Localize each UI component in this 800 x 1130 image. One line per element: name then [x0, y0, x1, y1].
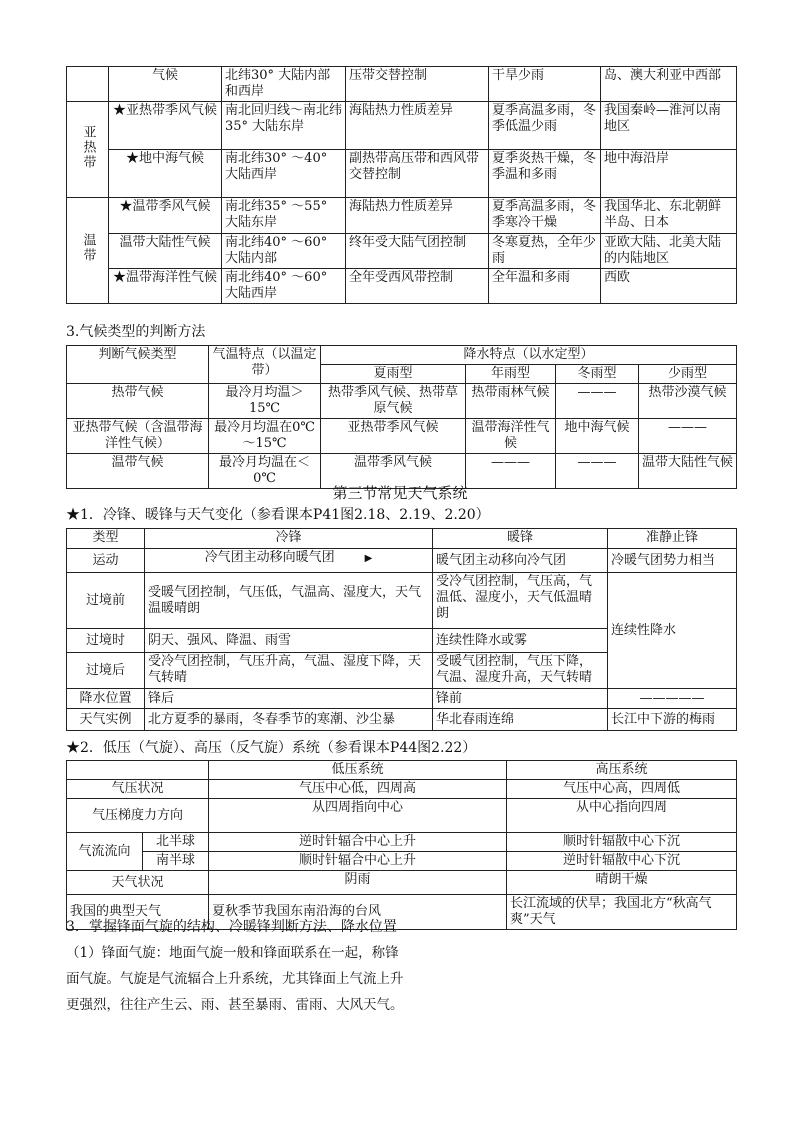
- front-cold: 北方夏季的暴雨，冬春季节的寒潮、沙尘暴: [145, 709, 433, 731]
- climate-location: 南北纬40° ～60° 大陆内部: [222, 234, 346, 269]
- climate-row: [67, 150, 737, 198]
- climate-name: ★亚热带季风气候: [109, 102, 222, 150]
- climate-region: 西欧: [601, 269, 737, 304]
- method-temp: 最冷月均温在0℃～15℃: [209, 419, 321, 454]
- header-warm: 暖锋: [433, 529, 608, 549]
- method-year: 温带海洋性气候: [466, 419, 556, 454]
- header-blank: [67, 761, 209, 780]
- header-summer: 夏雨型: [321, 365, 466, 384]
- front-stationary: 冷暖气团势力相当: [608, 549, 737, 573]
- method-row: [67, 384, 737, 419]
- pressure-title: ★2．低压（气旋）、高压（反气旋）系统（参看课本P44图2.22）: [66, 740, 477, 756]
- weather-label: 天气状况: [67, 871, 209, 895]
- header-precip: 降水特点（以水定型）: [321, 346, 737, 365]
- zone-label-temperate: 温带: [67, 198, 109, 304]
- climate-location: 南北纬30° ～40° 大陆西岸: [222, 150, 346, 198]
- pressure-row: [67, 852, 737, 871]
- north-high: 顺时针辐散中心下沉: [507, 833, 737, 852]
- climate-feature: 冬寒夏热，全年少雨: [489, 234, 601, 269]
- status-low: 气压中心低，四周高: [209, 780, 507, 799]
- section3-paragraph: （1）锋面气旋：地面气旋一般和锋面联系在一起，称锋面气旋。气旋是气流辐合上升系统，尤其锋面上气流上升更强烈，往往产生云、雨、甚至暴雨、雷雨、大风天气。: [66, 945, 404, 1013]
- method-row: [67, 419, 737, 454]
- front-label: 运动: [67, 549, 145, 573]
- method-temp: 最冷月均温＞15℃: [209, 384, 321, 419]
- pressure-table: [66, 760, 737, 930]
- header-winter: 冬雨型: [556, 365, 639, 384]
- climate-name: 温带大陆性气候: [109, 234, 222, 269]
- front-row: [67, 709, 737, 731]
- north-label: 北半球: [143, 833, 209, 852]
- header-cold: 冷锋: [145, 529, 433, 549]
- south-high: 逆时针辐散中心下沉: [507, 852, 737, 871]
- pressure-row: [67, 780, 737, 799]
- front-label: 过境前: [67, 573, 145, 629]
- climate-feature: 全年温和多雨: [489, 269, 601, 304]
- climate-feature: 夏季高温多雨，冬季寒冷干燥: [489, 198, 601, 234]
- front-cold: 冷气团主动移向暖气团 ▶: [145, 549, 433, 573]
- method-table: [66, 345, 737, 489]
- climate-region: 亚欧大陆、北美大陆的内陆地区: [601, 234, 737, 269]
- climate-name: 气候: [109, 67, 222, 102]
- climate-location: 南北纬40° ～60° 大陆西岸: [222, 269, 346, 304]
- climate-location: 北纬30° 大陆内部和西岸: [222, 67, 346, 102]
- climate-name: ★温带海洋性气候: [109, 269, 222, 304]
- method-little: 温带大陆性气候: [639, 454, 737, 489]
- climate-cause: 海陆热力性质差异: [346, 198, 489, 234]
- front-cold: 阴天、强风、降温、雨雪: [145, 629, 433, 653]
- method-summer: 热带季风气候、热带草原气候: [321, 384, 466, 419]
- front-cold: 受暖气团控制，气压低，气温高、湿度大，天气温暖晴朗: [145, 573, 433, 629]
- front-label: 天气实例: [67, 709, 145, 731]
- fronts-table: [66, 528, 737, 731]
- climate-feature: 干旱少雨: [489, 67, 601, 102]
- climate-region: 我国秦岭—淮河以南地区: [601, 102, 737, 150]
- front-cold: 锋后: [145, 689, 433, 709]
- pressure-row: [67, 799, 737, 833]
- section3-title: 3．掌握锋面气旋的结构、冷暖锋判断方法、降水位置: [66, 919, 397, 935]
- front-stationary: —————: [608, 689, 737, 709]
- front-warm: 锋前: [433, 689, 608, 709]
- header-high: 高压系统: [507, 761, 737, 780]
- header-stationary: 准静止锋: [608, 529, 737, 549]
- front-row: [67, 549, 737, 573]
- gradient-high: 从中心指向四周: [507, 799, 737, 833]
- climate-name: ★温带季风气候: [109, 198, 222, 234]
- front-label: 降水位置: [67, 689, 145, 709]
- climate-region: 我国华北、东北朝鲜半岛、日本: [601, 198, 737, 234]
- method-type: 热带气候: [67, 384, 209, 419]
- gradient-label: 气压梯度力方向: [67, 799, 209, 833]
- climate-row: [67, 102, 737, 150]
- header-low: 低压系统: [209, 761, 507, 780]
- front-row: [67, 689, 737, 709]
- climate-name: ★地中海气候: [109, 150, 222, 198]
- climate-row: [67, 67, 737, 102]
- front-label: 过境后: [67, 653, 145, 689]
- method-winter: ———: [556, 384, 639, 419]
- front-warm: 华北春雨连绵: [433, 709, 608, 731]
- north-low: 逆时针辐合中心上升: [209, 833, 507, 852]
- method-temp: 最冷月均温在＜0℃: [209, 454, 321, 489]
- weather-high: 晴朗干燥: [507, 871, 737, 895]
- section-title: 第三节常见天气系统: [332, 484, 468, 502]
- climate-cause: 全年受西风带控制: [346, 269, 489, 304]
- climate-feature: 夏季炎热干燥，冬季温和多雨: [489, 150, 601, 198]
- zone-label-subtropical: 亚热带: [67, 102, 109, 198]
- method-year: ———: [466, 454, 556, 489]
- front-warm: 受暖气团控制，气压下降，气温、湿度升高，天气转晴: [433, 653, 608, 689]
- status-high: 气压中心高，四周低: [507, 780, 737, 799]
- typical-high: 长江流域的伏旱；我国北方“秋高气爽”天气: [507, 895, 737, 930]
- pressure-row: [67, 871, 737, 895]
- front-cold: 受冷气团控制，气压升高，气温、湿度下降，天气转晴: [145, 653, 433, 689]
- south-low: 顺时针辐合中心上升: [209, 852, 507, 871]
- header-year: 年雨型: [466, 365, 556, 384]
- front-warm: 受冷气团控制，气压高，气温低、湿度小，天气低温晴朗: [433, 573, 608, 629]
- typical-low: 夏秋季节我国东南沿海的台风: [209, 895, 507, 930]
- method-winter: 地中海气候: [556, 419, 639, 454]
- climate-row: [67, 234, 737, 269]
- method-little: 热带沙漠气候: [639, 384, 737, 419]
- method-winter: ———: [556, 454, 639, 489]
- climate-cause: 压带交替控制: [346, 67, 489, 102]
- header-little: 少雨型: [639, 365, 737, 384]
- front-warm: 暖气团主动移向冷气团: [433, 549, 608, 573]
- front-label: 过境时: [67, 629, 145, 653]
- front-row: [67, 573, 737, 629]
- flow-label: 气流流向: [67, 833, 143, 871]
- climate-row: [67, 269, 737, 304]
- typical-label: 我国的典型天气: [67, 895, 209, 930]
- south-label: 南半球: [143, 852, 209, 871]
- climate-location: 南北纬35° ～55° 大陆东岸: [222, 198, 346, 234]
- pressure-row: [67, 833, 737, 852]
- method-summer: 温带季风气候: [321, 454, 466, 489]
- method-little: ———: [639, 419, 737, 454]
- method-year: 热带雨林气候: [466, 384, 556, 419]
- header-temp: 气温特点（以温定带）: [209, 346, 321, 384]
- climate-region: 岛、澳大利亚中西部: [601, 67, 737, 102]
- header-front-type: 类型: [67, 529, 145, 549]
- header-type: 判断气候类型: [67, 346, 209, 384]
- front-stationary: 连续性降水: [608, 573, 737, 689]
- method-summer: 亚热带季风气候: [321, 419, 466, 454]
- climate-table: [66, 66, 737, 304]
- front-stationary: 长江中下游的梅雨: [608, 709, 737, 731]
- climate-location: 南北回归线～南北纬35° 大陆东岸: [222, 102, 346, 150]
- status-label: 气压状况: [67, 780, 209, 799]
- zone-cell: [67, 67, 109, 102]
- method-title: 3.气候类型的判断方法: [66, 324, 206, 340]
- gradient-low: 从四周指向中心: [209, 799, 507, 833]
- arrow-right-icon: ▶: [364, 553, 373, 564]
- climate-cause: 终年受大陆气团控制: [346, 234, 489, 269]
- weather-low: 阴雨: [209, 871, 507, 895]
- method-type: 亚热带气候（含温带海洋性气候）: [67, 419, 209, 454]
- climate-region: 地中海沿岸: [601, 150, 737, 198]
- climate-cause: 副热带高压带和西风带交替控制: [346, 150, 489, 198]
- climate-cause: 海陆热力性质差异: [346, 102, 489, 150]
- climate-row: [67, 198, 737, 234]
- front-warm: 连续性降水或雾: [433, 629, 608, 653]
- fronts-title: ★1．冷锋、暖锋与天气变化（参看课本P41图2.18、2.19、2.20）: [66, 507, 490, 523]
- climate-feature: 夏季高温多雨，冬季低温少雨: [489, 102, 601, 150]
- method-type: 温带气候: [67, 454, 209, 489]
